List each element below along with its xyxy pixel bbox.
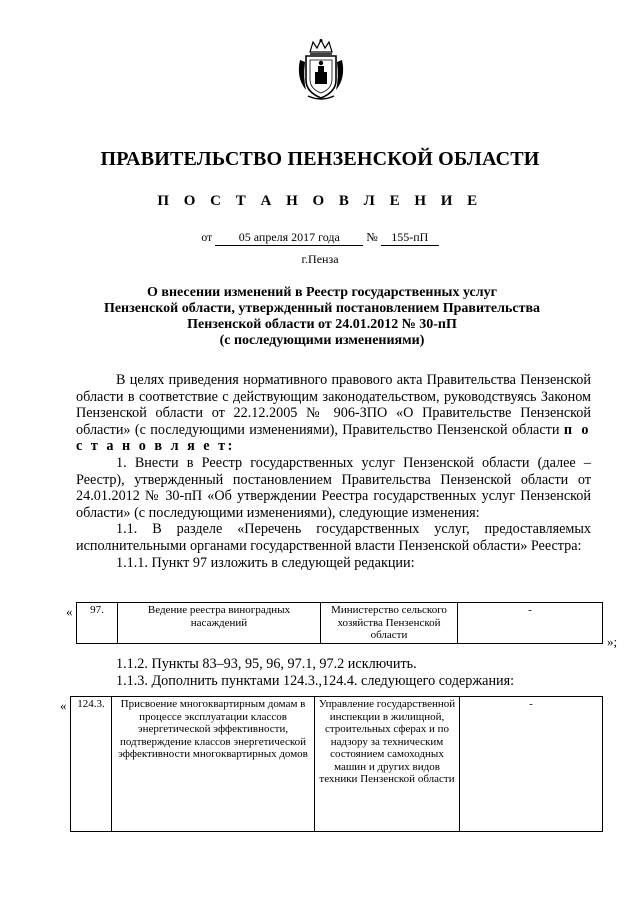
penza-coat-of-arms-icon [296, 38, 346, 102]
date-line [0, 230, 640, 246]
table-row [77, 603, 603, 644]
document-number: 155-пП [381, 230, 439, 246]
paragraph-1-1: 1.1. В разделе «Перечень государственных услуг, предоставляемых исполнительными органами государственной власти Пензенской области» Реестра: [76, 521, 591, 554]
table-cell-number: 97. [77, 603, 118, 644]
government-name: ПРАВИТЕЛЬСТВО ПЕНЗЕНСКОЙ ОБЛАСТИ [100, 148, 540, 170]
table-cell-service: Ведение реестра виноградных насаждений [118, 603, 321, 644]
registry-table-1 [76, 602, 603, 644]
paragraph-1: 1. Внести в Реестр государственных услуг Пензенской области (далее – Реестр), утвержденный постановлением Правительства Пензенской области от 24.01.2012 № 30-пП «Об утверждении Реестра государственных услуг Пензенской области» (с последующими изменениями), следующие изменения: [76, 454, 591, 521]
paragraph-1-1-2: 1.1.2. Пункты 83–93, 95, 96, 97.1, 97.2 исключить. [116, 656, 417, 672]
table-cell-authority: Управление государственной инспекции в жилищной, строительных сферах и по надзору за техническим состоянием самоходных машин и других видов техники Пензенской области [315, 697, 460, 832]
registry-table-2 [70, 696, 603, 832]
date-prefix: от [201, 230, 213, 244]
number-sign: № [366, 230, 378, 244]
paragraph-1-1-3: 1.1.3. Дополнить пунктами 124.3.,124.4. следующего содержания: [116, 672, 515, 689]
quote-close: »; [607, 634, 618, 649]
quote-open: « [60, 698, 67, 713]
table-cell-extra: - [460, 697, 603, 832]
city: г.Пенза [301, 252, 339, 266]
title-line: Пензенской области от 24.01.2012 № 30-пП [187, 317, 457, 332]
document-title [92, 285, 552, 349]
quote-open: « [66, 604, 73, 619]
document-date: 05 апреля 2017 года [215, 230, 363, 246]
table-cell-authority: Министерство сельского хозяйства Пензенской области [321, 603, 458, 644]
document-type: П О С Т А Н О В Л Е Н И Е [157, 193, 483, 209]
paragraph-preamble: В целях приведения нормативного правового акта Правительства Пензенской области в соответствие с действующим законодательством, руководствуясь Законом Пензенской области от 22.12.2005 № 906-ЗПО «О Правительстве Пензенской области» (с последующими изменениями), Правительство Пензенской области п о с т а н о в л я е т: [76, 372, 591, 455]
title-line: Пензенской области, утвержденный постановлением Правительства [103, 301, 541, 316]
body-block-2 [76, 656, 591, 689]
table-cell-number: 124.3. [71, 697, 112, 832]
title-line: (с последующими изменениями) [219, 333, 425, 348]
table-cell-extra: - [458, 603, 603, 644]
body-block-1 [76, 372, 591, 571]
decree-verb: п о с т а н о в л я е т: [76, 421, 591, 455]
table-cell-service: Присвоение многоквартирным домам в процессе эксплуатации классов энергетической эффективности, подтверждение классов энергетической эффективности многоквартирных домов [112, 697, 315, 832]
paragraph-1-1-1: 1.1.1. Пункт 97 изложить в следующей редакции: [116, 554, 415, 571]
title-line: О внесении изменений в Реестр государственных услуг [147, 285, 497, 300]
table-row [71, 697, 603, 832]
